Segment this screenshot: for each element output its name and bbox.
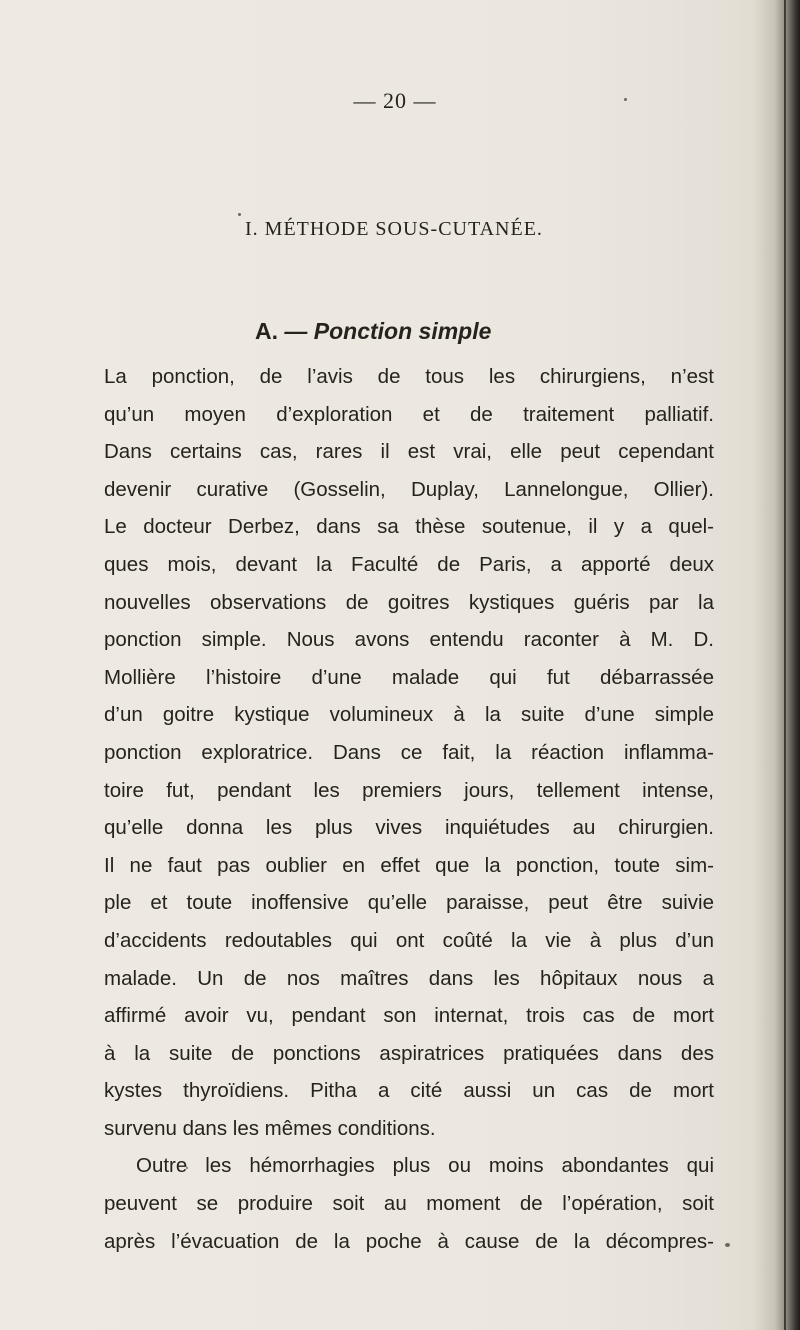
text-line: La ponction, de l’avis de tous les chirurgiens, n’est bbox=[104, 365, 714, 388]
paper-speck bbox=[238, 213, 241, 216]
paper-speck bbox=[624, 98, 627, 101]
text-line: malade. Un de nos maîtres dans les hôpitaux nous a bbox=[104, 966, 714, 990]
text-line: à la suite de ponctions aspiratrices pratiquées dans des bbox=[104, 1041, 714, 1065]
text-line: survenu dans les mêmes conditions. bbox=[104, 1116, 436, 1140]
text-line: ques mois, devant la Faculté de Paris, a apporté deux bbox=[104, 552, 714, 576]
text-line: nouvelles observations de goitres kystiques guéris par la bbox=[104, 590, 714, 614]
subsection-title: — Ponction simple bbox=[284, 318, 492, 344]
text-line: ple et toute inoffensive qu’elle paraisse, peut être suivie bbox=[104, 891, 714, 915]
text-line: Mollière l’histoire d’une malade qui fut débarrassée bbox=[104, 665, 714, 689]
binding-line bbox=[784, 0, 786, 1330]
text-line: après l’évacuation de la poche à cause de la décompres- bbox=[104, 1229, 714, 1253]
page-number: — 20 — bbox=[353, 88, 437, 113]
text-line: kystes thyroïdiens. Pitha a cité aussi un cas de mort bbox=[104, 1079, 714, 1103]
text-line: d’accidents redoutables qui ont coûté la vie à plus d’un bbox=[104, 928, 714, 952]
text-line: Dans certains cas, rares il est vrai, elle peut cependant bbox=[104, 440, 714, 464]
text-line: affirmé avoir vu, pendant son internat, trois cas de mort bbox=[104, 1004, 714, 1028]
body-text bbox=[104, 358, 714, 1260]
text-line: toire fut, pendant les premiers jours, tellement intense, bbox=[104, 778, 714, 802]
text-line: ponction simple. Nous avons entendu raconter à M. D. bbox=[104, 628, 714, 652]
text-line: d’un goitre kystique volumineux à la suite d’une simple bbox=[104, 703, 714, 727]
text-line: peuvent se produire soit au moment de l’opération, soit bbox=[104, 1192, 714, 1216]
text-line: Outre les hémorrhagies plus ou moins abondantes qui bbox=[136, 1154, 714, 1178]
section-heading: I. MÉTHODE SOUS-CUTANÉE. bbox=[245, 218, 543, 240]
text-line: Il ne faut pas oublier en effet que la ponction, toute sim- bbox=[104, 853, 714, 877]
text-line: Le docteur Derbez, dans sa thèse soutenue, il y a quel- bbox=[104, 515, 714, 539]
paper-speck bbox=[725, 1243, 730, 1247]
text-line: devenir curative (Gosselin, Duplay, Lannelongue, Ollier). bbox=[104, 477, 714, 501]
subsection-letter: A. bbox=[255, 318, 278, 344]
text-line: ponction exploratrice. Dans ce fait, la réaction inflamma- bbox=[104, 740, 714, 764]
text-line: qu’elle donna les plus vives inquiétudes au chirurgien. bbox=[104, 816, 714, 840]
subsection-heading bbox=[255, 318, 595, 345]
page-edge-shadow bbox=[754, 0, 800, 1330]
text-line: qu’un moyen d’exploration et de traitement palliatif. bbox=[104, 402, 714, 426]
